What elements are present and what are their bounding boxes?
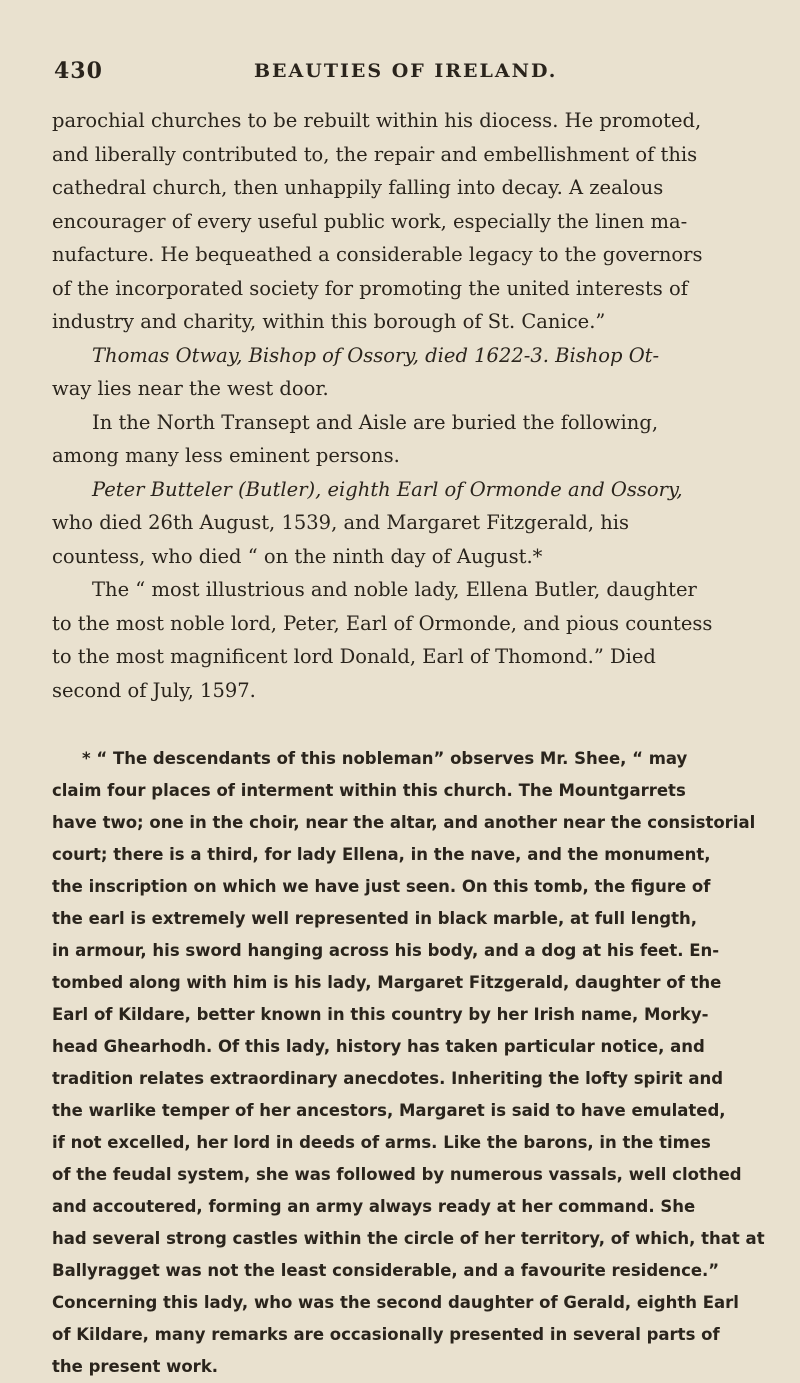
footnote-line: the inscription on which we have just seen. On this tomb, the figure of bbox=[52, 877, 711, 896]
text-line: industry and charity, within this borough of St. Canice.” bbox=[52, 310, 606, 333]
page-header bbox=[54, 58, 760, 92]
text-line: among many less eminent persons. bbox=[52, 444, 400, 467]
footnote-line: court; there is a third, for lady Ellena, in the nave, and the monument, bbox=[52, 845, 711, 864]
footnote-line: the earl is extremely well represented in black marble, at full length, bbox=[52, 909, 698, 928]
paragraph-thomas-otway bbox=[52, 339, 772, 373]
text-line: countess, who died “ on the ninth day of August.* bbox=[52, 544, 543, 568]
text-line: way lies near the west door. bbox=[52, 377, 329, 400]
footnote-line: claim four places of interment within this church. The Mountgarrets bbox=[52, 781, 686, 800]
footnote-line: of the feudal system, she was followed by numerous vassals, well clothed bbox=[52, 1165, 742, 1184]
paragraph-ellena-butler bbox=[52, 573, 772, 707]
footnote-line: in armour, his sword hanging across his body, and a dog at his feet. En- bbox=[52, 941, 720, 960]
footnote-line: Ballyragget was not the least considerable, and a favourite residence.” bbox=[52, 1261, 720, 1280]
footnote-line: Concerning this lady, who was the second daughter of Gerald, eighth Earl bbox=[52, 1293, 739, 1312]
text-line: to the most magnificent lord Donald, Earl of Thomond.” Died bbox=[52, 645, 656, 668]
paragraph-otway-burial bbox=[52, 372, 772, 406]
footnote-line: Earl of Kildare, better known in this country by her Irish name, Morky- bbox=[52, 1005, 709, 1024]
text-line: In the North Transept and Aisle are buried the following, bbox=[92, 410, 659, 434]
text-line: cathedral church, then unhappily falling into decay. A zealous bbox=[52, 176, 664, 199]
text-line: The “ most illustrious and noble lady, Ellena Butler, daughter bbox=[92, 578, 697, 601]
text-line: second of July, 1597. bbox=[52, 678, 256, 702]
footnote-line: the present work. bbox=[52, 1357, 219, 1376]
text-line: Peter Butteler (Butler), eighth Earl of Ormonde and Ossory, bbox=[92, 477, 683, 501]
body-text bbox=[52, 104, 772, 1383]
paragraph-peter-butteler bbox=[52, 473, 772, 574]
footnote-line: tradition relates extraordinary anecdotes. Inheriting the lofty spirit and bbox=[52, 1069, 724, 1088]
text-line: Thomas Otway, Bishop of Ossory, died 1622-3. Bishop Ot- bbox=[92, 343, 660, 367]
text-line: nufacture. He bequeathed a considerable legacy to the governors bbox=[52, 243, 703, 266]
footnote bbox=[52, 743, 772, 1383]
text-line: to the most noble lord, Peter, Earl of Ormonde, and pious countess bbox=[52, 611, 713, 635]
text-line: of the incorporated society for promoting the united interests of bbox=[52, 276, 688, 300]
footnote-line: had several strong castles within the circle of her territory, of which, that at bbox=[52, 1229, 765, 1248]
footnote-separator bbox=[52, 707, 772, 743]
paragraph-north-transept bbox=[52, 406, 772, 440]
footnote-line: have two; one in the choir, near the altar, and another near the consistorial bbox=[52, 813, 756, 832]
footnote-line: the warlike temper of her ancestors, Margaret is said to have emulated, bbox=[52, 1101, 726, 1120]
text-line: encourager of every useful public work, especially the linen ma- bbox=[52, 209, 688, 233]
footnote-line: and accoutered, forming an army always ready at her command. She bbox=[52, 1197, 696, 1216]
footnote-line: if not excelled, her lord in deeds of arms. Like the barons, in the times bbox=[52, 1133, 711, 1152]
running-title: BEAUTIES OF IRELAND. bbox=[254, 60, 558, 82]
footnote-line: head Ghearhodh. Of this lady, history has taken particular notice, and bbox=[52, 1037, 705, 1056]
footnote-line: * “ The descendants of this nobleman” observes Mr. Shee, “ may bbox=[82, 749, 688, 768]
footnote-line: of Kildare, many remarks are occasionally presented in several parts of bbox=[52, 1325, 720, 1344]
footnote-line: tombed along with him is his lady, Margaret Fitzgerald, daughter of the bbox=[52, 973, 722, 992]
page-number: 430 bbox=[54, 58, 103, 84]
text-line: and liberally contributed to, the repair and embellishment of this bbox=[52, 142, 698, 166]
text-line: who died 26th August, 1539, and Margaret Fitzgerald, his bbox=[52, 511, 630, 534]
paragraph-bishop-legacy bbox=[52, 104, 772, 339]
paragraph-eminent-persons bbox=[52, 439, 772, 473]
text-line: parochial churches to be rebuilt within his diocess. He promoted, bbox=[52, 109, 702, 132]
